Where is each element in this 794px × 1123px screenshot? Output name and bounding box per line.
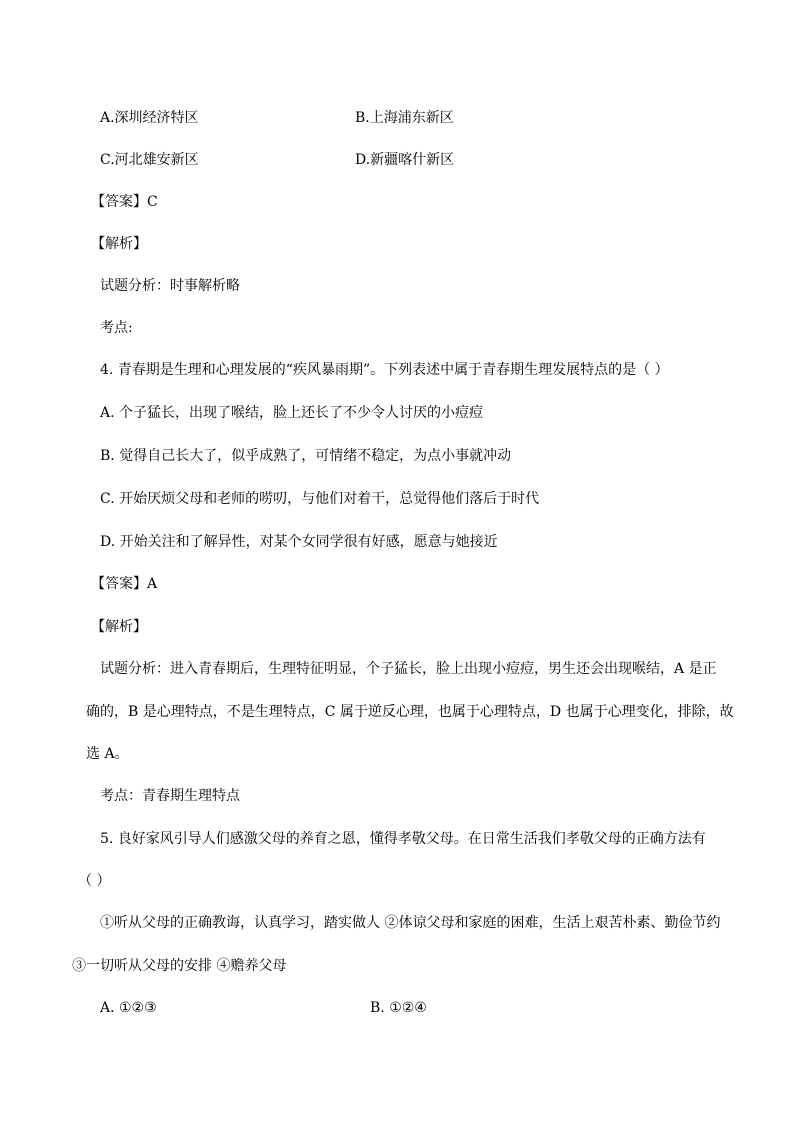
q3-option-a: A.深圳经济特区 (100, 110, 199, 126)
q5-option-a: A. ①②③ (100, 1000, 157, 1016)
q3-kaodian: 考点: (100, 320, 133, 336)
q3-answer: 【答案】C (91, 194, 158, 210)
q4-analysis-line2: 确的，B 是心理特点，不是生理特点，C 属于逆反心理，也属于心理特点，D 也属于心理变化，排除，故 (86, 704, 734, 720)
q4-analysis-line1: 试题分析：进入青春期后，生理特征明显，个子猛长，脸上出现小痘痘，男生还会出现喉结，A 是正 (100, 661, 717, 677)
q4-answer: 【答案】A (91, 576, 158, 592)
q3-option-b: B.上海浦东新区 (355, 110, 454, 126)
q5-option-b: B. ①②④ (370, 1000, 427, 1016)
q5-items-line1: ①听从父母的正确教诲，认真学习，踏实做人 ②体谅父母和家庭的困难，生活上艰苦朴素、勤俭节约 (100, 915, 721, 931)
q3-option-c: C.河北雄安新区 (100, 152, 199, 168)
q4-option-c: C. 开始厌烦父母和老师的唠叨，与他们对着干，总觉得他们落后于时代 (100, 491, 540, 507)
q4-analysis-line3: 选 A。 (86, 746, 129, 762)
q4-option-b: B. 觉得自己长大了，似乎成熟了，可情绪不稳定，为点小事就冲动 (100, 448, 512, 464)
q4-analysis-heading: 【解析】 (91, 619, 147, 635)
q5-stem-line2: （ ） (78, 873, 111, 889)
q5-stem-line1: 5. 良好家风引导人们感激父母的养育之恩，懂得孝敬父母。在日常生活我们孝敬父母的正确方法有 (100, 831, 706, 847)
q5-items-line2: ③一切听从父母的安排 ④赡养父母 (72, 958, 287, 974)
q3-analysis: 试题分析：时事解析略 (100, 278, 240, 294)
q3-option-d: D.新疆喀什新区 (355, 152, 455, 168)
q3-analysis-heading: 【解析】 (91, 236, 147, 252)
q4-kaodian: 考点：青春期生理特点 (100, 788, 240, 804)
q4-stem: 4. 青春期是生理和心理发展的“疾风暴雨期”。下列表述中属于青春期生理发展特点的是（ ） (100, 362, 669, 378)
q4-option-a: A. 个子猛长，出现了喉结，脸上还长了不少令人讨厌的小痘痘 (100, 405, 484, 421)
q4-option-d: D. 开始关注和了解异性，对某个女同学很有好感，愿意与她接近 (100, 534, 498, 550)
